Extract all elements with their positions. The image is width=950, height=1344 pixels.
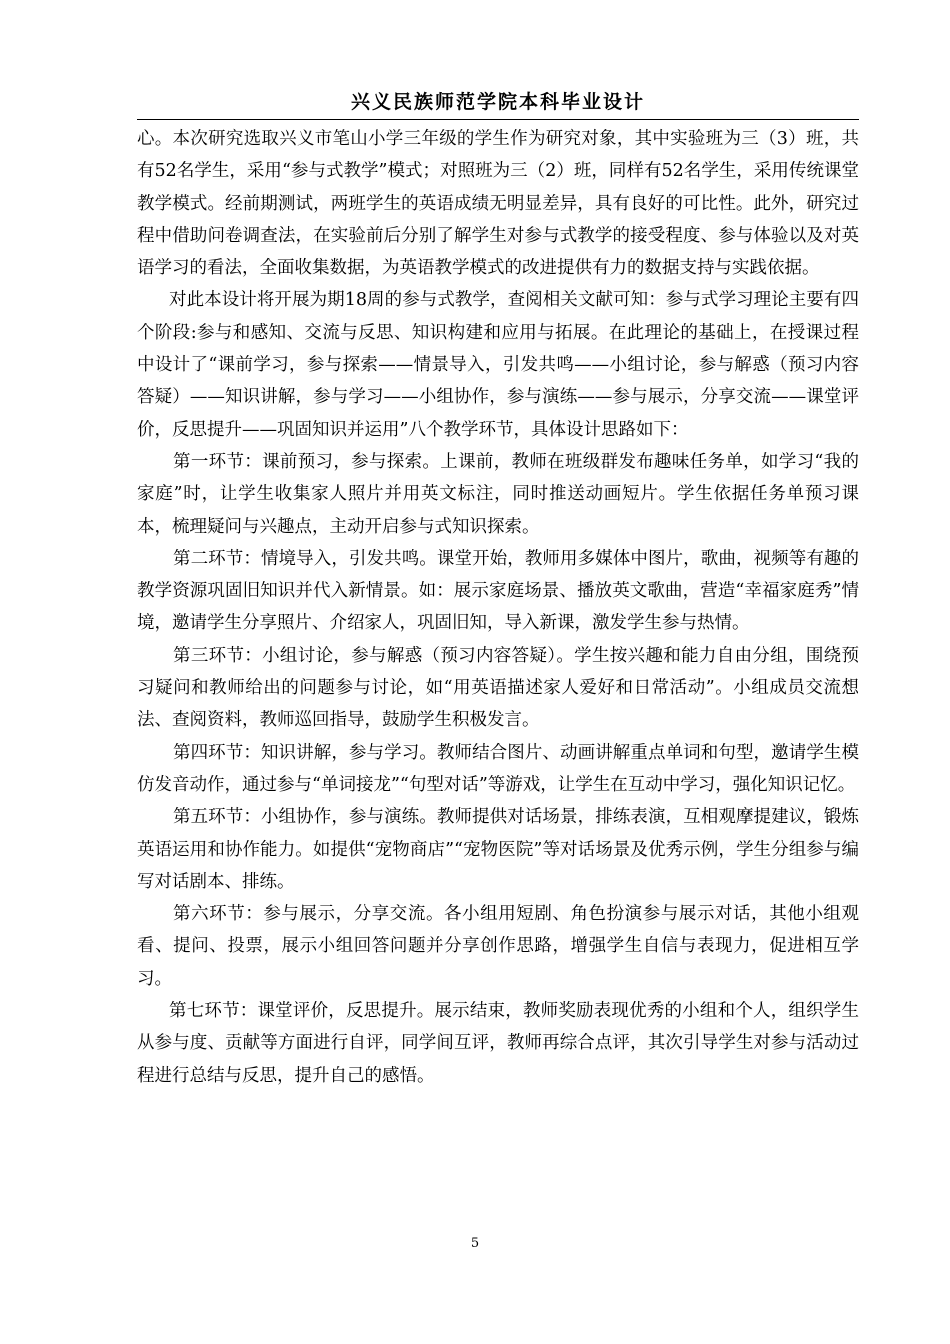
paragraph-step-5: 第五环节：小组协作，参与演练。教师提供对话场景，排练表演，互相观摩提建议，锻炼英语运用和协作能力。如提供“宠物商店”“宠物医院”等对话场景及优秀示例，学生分组参与编写对话剧本、排练。 — [137, 807, 859, 892]
paragraph-design-overview: 对此本设计将开展为期18周的参与式教学，查阅相关文献可知：参与式学习理论主要有四个阶段:参与和感知、交流与反思、知识构建和应用与拓展。在此理论的基础上，在授课过程中设计了“课前学习，参与探索——情景导入，引发共鸣——小组讨论，参与解惑（预习内容答疑）——知识讲解，参与学习——小组协作，参与演练——参与展示，分享交流——课堂评价，反思提升——巩固知识并运用”八个教学环节，具体设计思路如下： — [137, 290, 859, 440]
page-header-title: 兴义民族师范学院本科毕业设计 — [350, 91, 645, 113]
paragraph-step-4: 第四环节：知识讲解，参与学习。教师结合图片、动画讲解重点单词和句型，邀请学生模仿发音动作，通过参与“单词接龙”“句型对话”等游戏，让学生在互动中学习，强化知识记忆。 — [137, 742, 859, 795]
paragraph-continuation: 心。本次研究选取兴义市笔山小学三年级的学生作为研究对象，其中实验班为三（3）班，共有52名学生，采用“参与式教学”模式；对照班为三（2）班，同样有52名学生，采用传统课堂教学模式。经前期测试，两班学生的英语成绩无明显差异，具有良好的可比性。此外，研究过程中借助问卷调查法，在实验前后分别了解学生对参与式教学的接受程度、参与体验以及对英语学习的看法，全面收集数据，为英语教学模式的改进提供有力的数据支持与实践依据。 — [137, 129, 859, 279]
body-text — [137, 123, 859, 1092]
paragraph-step-6: 第六环节：参与展示，分享交流。各小组用短剧、角色扮演参与展示对话，其他小组观看、提问、投票，展示小组回答问题并分享创作思路，增强学生自信与表现力，促进相互学习。 — [137, 904, 859, 989]
paragraph-step-1: 第一环节：课前预习，参与探索。上课前，教师在班级群发布趣味任务单，如学习“我的家庭”时，让学生收集家人照片并用英文标注，同时推送动画短片。学生依据任务单预习课本，梳理疑问与兴趣点，主动开启参与式知识探索。 — [137, 451, 859, 537]
header-divider — [137, 119, 859, 120]
paragraph-step-2: 第二环节：情境导入，引发共鸣。课堂开始，教师用多媒体中图片，歌曲，视频等有趣的教学资源巩固旧知识并代入新情景。如：展示家庭场景、播放英文歌曲，营造“幸福家庭秀”情境，邀请学生分享照片、介绍家人，巩固旧知，导入新课，激发学生参与热情。 — [137, 548, 859, 634]
paragraph-step-3: 第三环节：小组讨论，参与解惑（预习内容答疑）。学生按兴趣和能力自由分组，围绕预习疑问和教师给出的问题参与讨论，如“用英语描述家人爱好和日常活动”。小组成员交流想法、查阅资料，教师巡回指导，鼓励学生积极发言。 — [137, 645, 859, 731]
page-number: 5 — [470, 1236, 480, 1251]
paragraph-step-7: 第七环节：课堂评价，反思提升。展示结束，教师奖励表现优秀的小组和个人，组织学生从参与度、贡献等方面进行自评，同学间互评，教师再综合点评，其次引导学生对参与活动过程进行总结与反思，提升自己的感悟。 — [137, 1001, 859, 1086]
